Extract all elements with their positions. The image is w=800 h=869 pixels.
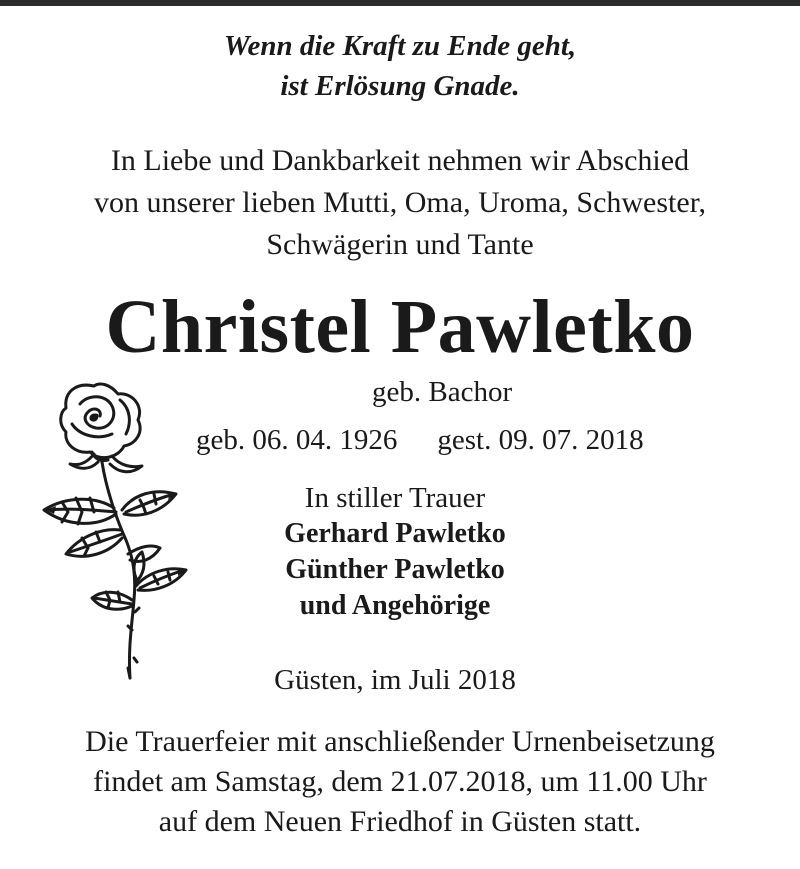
life-dates: [196, 420, 644, 460]
ceremony-info: [0, 722, 800, 842]
death-date: gest. 09. 07. 2018: [437, 424, 644, 456]
birth-date: geb. 06. 04. 1926: [196, 424, 398, 456]
ceremony-line-3: auf dem Neuen Friedhof in Güsten statt.: [158, 805, 642, 838]
rose-icon: [36, 378, 196, 688]
maiden-name: geb. Bachor: [372, 376, 513, 408]
motto-line-2: ist Erlösung Gnade.: [280, 70, 520, 102]
place-and-date: Güsten, im Juli 2018: [274, 664, 516, 696]
motto-line-1: Wenn die Kraft zu Ende geht,: [223, 30, 577, 62]
mourners-heading: In stiller Trauer: [304, 482, 486, 514]
motto: [0, 26, 800, 106]
ceremony-line-1: Die Trauerfeier mit anschließender Urnenbeisetzung: [85, 725, 715, 758]
top-border: [0, 0, 800, 6]
intro-line-3: Schwägerin und Tante: [266, 228, 534, 261]
mourner-name: Gerhard Pawletko: [284, 518, 506, 549]
ceremony-line-2: findet am Samstag, dem 21.07.2018, um 11.00 Uhr: [93, 765, 707, 798]
deceased-name: Christel Pawletko: [105, 285, 695, 369]
mourner-name: Günther Pawletko: [285, 554, 505, 585]
mourners-block: [225, 480, 565, 624]
intro-text: [0, 140, 800, 266]
intro-line-2: von unserer lieben Mutti, Oma, Uroma, Schwester,: [94, 186, 706, 219]
intro-line-1: In Liebe und Dankbarkeit nehmen wir Abschied: [110, 144, 690, 177]
mourner-name: und Angehörige: [299, 590, 491, 621]
